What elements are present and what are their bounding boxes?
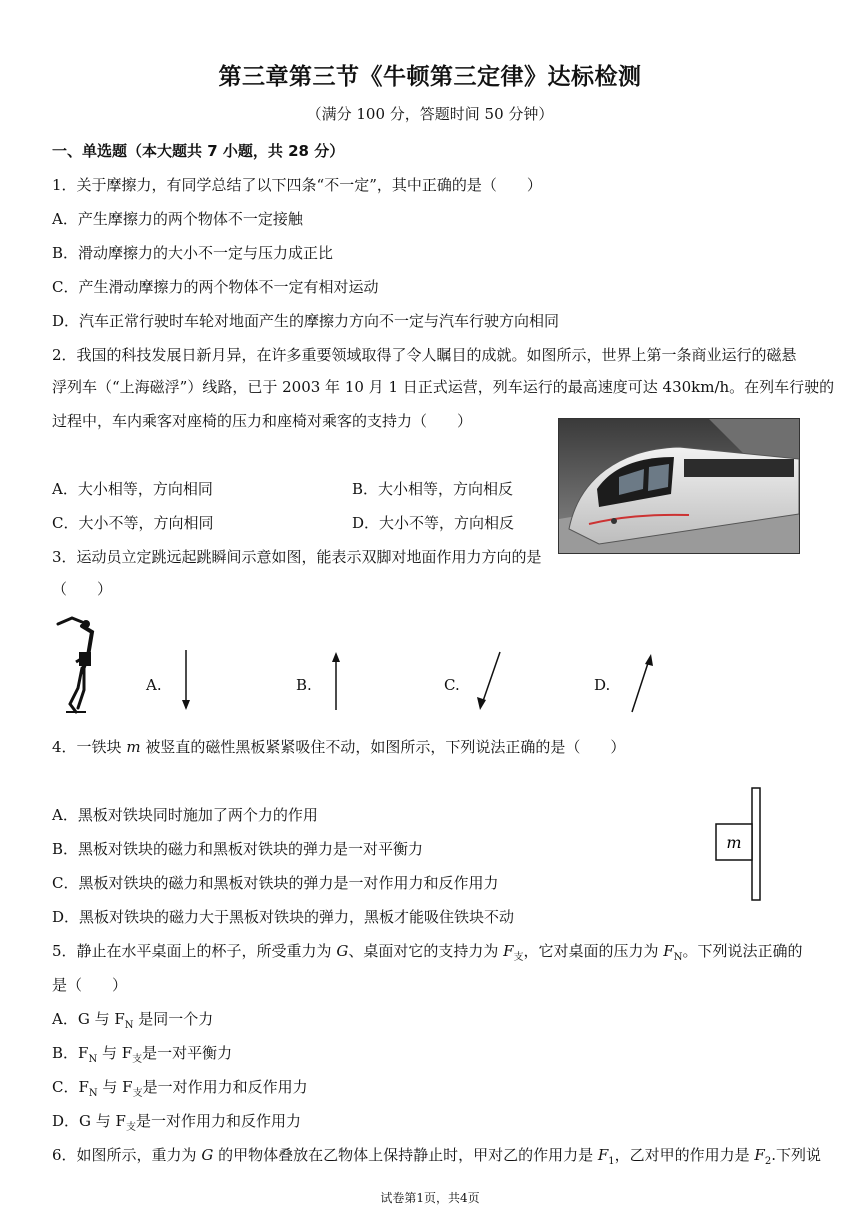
q5-stem-line2: 是（ ）	[52, 976, 128, 994]
q3-option-d[interactable]: D.	[594, 676, 611, 694]
iron-block-label: m	[726, 833, 742, 852]
q3-option-a[interactable]: A.	[146, 676, 162, 694]
q4-stem-pre: 4．一铁块	[52, 738, 127, 756]
q6-var-f1: F	[597, 1146, 609, 1164]
q5-option-c-post: 是一对作用力和反作用力	[142, 1078, 308, 1096]
q5-option-c-sub: N	[88, 1088, 98, 1099]
q6-stem-part: 的甲物体叠放在乙物体上保持静止时，甲对乙的作用力是	[213, 1146, 598, 1164]
q4-option-d[interactable]: D．黑板对铁块的磁力大于黑板对铁块的弹力，黑板才能吸住铁块不动	[52, 908, 515, 926]
q6-var-f2: F	[754, 1146, 765, 1164]
magnetic-board-figure	[712, 786, 770, 904]
page-footer: 试卷第1页，共4页	[380, 1191, 480, 1205]
q5-var-fn: F	[663, 942, 674, 960]
q3-option-b[interactable]: B.	[296, 676, 312, 694]
blackboard-shape	[752, 788, 760, 900]
q5-option-a-post: 是同一个力	[133, 1010, 214, 1028]
q4-option-b[interactable]: B．黑板对铁块的磁力和黑板对铁块的弹力是一对平衡力	[52, 840, 424, 858]
page-subtitle: （满分 100 分，答题时间 50 分钟）	[306, 105, 554, 123]
q6-stem-line1	[52, 1144, 821, 1167]
q2-option-b[interactable]: B．大小相等，方向相反	[352, 480, 514, 498]
q5-option-b[interactable]	[52, 1042, 232, 1065]
page-title: 第三章第三节《牛顿第三定律》达标检测	[218, 64, 642, 90]
q2-option-c[interactable]: C．大小不等，方向相同	[52, 514, 214, 532]
q5-option-b-post: 是一对平衡力	[142, 1044, 233, 1062]
q3-option-c[interactable]: C.	[444, 676, 460, 694]
q5-var-fn-sub: N	[673, 952, 683, 963]
q5-stem-line1	[52, 940, 802, 963]
q3-stem-line1: 3．运动员立定跳远起跳瞬间示意如图，能表示双脚对地面作用力方向的是	[52, 548, 542, 566]
q2-stem-line2: 浮列车（“上海磁浮”）线路，已于 2003 年 10 月 1 日正式运营，列车运行的最高速度可达 430km/h。在列车行驶的	[52, 378, 835, 396]
q5-option-c-sub2: 支	[132, 1088, 143, 1099]
q5-var-f-sub: 支	[513, 952, 524, 963]
q3-stem-line2: （ ）	[52, 580, 113, 598]
section-heading: 一、单选题（本大题共 7 小题，共 28 分）	[52, 142, 345, 160]
q5-option-d[interactable]	[52, 1110, 301, 1133]
q1-option-b[interactable]: B．滑动摩擦力的大小不一定与压力成正比	[52, 244, 334, 262]
arrow-down-left-icon	[474, 650, 504, 712]
q2-stem-line1: 2．我国的科技发展日新月异，在许多重要领域取得了令人瞩目的成就。如图所示，世界上第一条商业运行的磁悬	[52, 346, 797, 364]
arrow-down-icon	[176, 648, 196, 714]
q5-stem-part: ，它对桌面的压力为	[523, 942, 664, 960]
q5-option-b-text: B．F	[52, 1044, 89, 1062]
q5-option-b-sub2: 支	[132, 1054, 143, 1065]
q5-option-d-post: 是一对作用力和反作用力	[135, 1112, 301, 1130]
q4-stem	[52, 736, 625, 757]
q1-stem: 1．关于摩擦力，有同学总结了以下四条“不一定”，其中正确的是（ ）	[52, 176, 542, 194]
q1-option-c[interactable]: C．产生滑动摩擦力的两个物体不一定有相对运动	[52, 278, 379, 296]
q5-option-c-mid: 与 F	[97, 1078, 133, 1096]
q4-option-c[interactable]: C．黑板对铁块的磁力和黑板对铁块的弹力是一对作用力和反作用力	[52, 874, 499, 892]
q2-option-d[interactable]: D．大小不等，方向相反	[352, 514, 515, 532]
q2-option-a[interactable]: A．大小相等，方向相同	[52, 480, 213, 498]
q1-option-a[interactable]: A．产生摩擦力的两个物体不一定接触	[52, 210, 303, 228]
q5-option-b-mid: 与 F	[97, 1044, 133, 1062]
q4-stem-post: 被竖直的磁性黑板紧紧吸住不动，如图所示，下列说法正确的是（ ）	[140, 738, 626, 756]
q5-option-b-sub: N	[88, 1054, 98, 1065]
maglev-train-image	[558, 418, 800, 554]
q6-var-f1-sub: 1	[608, 1156, 615, 1167]
q5-option-a-text: A．G 与 F	[52, 1010, 125, 1028]
q4-stem-var: m	[126, 738, 141, 756]
q2-stem-line3: 过程中，车内乘客对座椅的压力和座椅对乘客的支持力（ ）	[52, 412, 473, 430]
q5-option-d-text: D．G 与 F	[52, 1112, 126, 1130]
q6-var-f2-sub: 2	[764, 1156, 772, 1167]
q5-option-a[interactable]	[52, 1008, 213, 1031]
q5-var-f: F	[503, 942, 514, 960]
q1-option-d[interactable]: D．汽车正常行驶时车轮对地面产生的摩擦力方向不一定与汽车行驶方向相同	[52, 312, 560, 330]
q6-var-g: G	[201, 1146, 214, 1164]
q5-option-d-sub: 支	[125, 1122, 136, 1133]
maglev-train-illustration	[559, 419, 799, 553]
q5-var-g: G	[336, 942, 349, 960]
q5-stem-part: 。下列说法正确的	[682, 942, 803, 960]
q6-stem-part: ，乙对甲的作用力是	[614, 1146, 755, 1164]
q5-option-a-sub: N	[124, 1020, 134, 1031]
q6-stem-part: 6．如图所示，重力为	[52, 1146, 202, 1164]
q5-stem-part: 、桌面对它的支持力为	[348, 942, 504, 960]
q5-option-c-text: C．F	[52, 1078, 89, 1096]
arrow-up-icon	[326, 650, 346, 712]
q5-stem-part: 5．静止在水平桌面上的杯子，所受重力为	[52, 942, 337, 960]
arrow-up-right-icon	[626, 652, 656, 714]
q5-option-c[interactable]	[52, 1076, 308, 1099]
long-jump-athlete-figure	[52, 612, 108, 716]
q4-option-a[interactable]: A．黑板对铁块同时施加了两个力的作用	[52, 806, 318, 824]
q6-stem-part: .下列说	[771, 1146, 821, 1164]
